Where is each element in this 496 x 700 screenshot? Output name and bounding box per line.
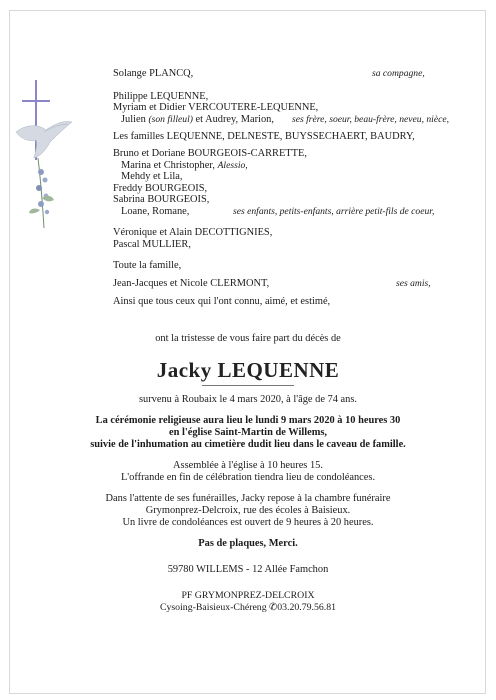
- family-julien-role: ses frère, soeur, beau-frère, neveu, nièce,: [292, 114, 449, 125]
- footer-contact: Cysoing-Baisieux-Chéreng ✆03.20.79.56.81: [159, 602, 337, 613]
- announcement-intro: ont la tristesse de vous faire part du décès de: [155, 333, 341, 344]
- announcement-survenu: survenu à Roubaix le 4 mars 2020, à l'âge de 74 ans.: [138, 394, 357, 405]
- name-underline: [202, 385, 294, 386]
- family-bruno: Bruno et Doriane BOURGEOIS-CARRETTE,: [113, 148, 307, 159]
- assembly-line-2: L'offrande en fin de célébration tiendra lieu de condoléances.: [120, 472, 376, 483]
- deceased-name: Jacky LEQUENNE: [156, 358, 340, 382]
- alessio: Alessio,: [217, 160, 248, 171]
- ceremony-line-2: en l'église Saint-Martin de Willems,: [168, 427, 328, 438]
- family-ainsi: Ainsi que tous ceux qui l'ont connu, aimé, et estimé,: [113, 296, 331, 307]
- ceremony-line-3: suivie de l'inhumation au cimetière dudit lieu dans le caveau de famille.: [90, 439, 406, 450]
- family-pascal: Pascal MULLIER,: [113, 239, 191, 250]
- family-myriam: Myriam et Didier VERCOUTERE-LEQUENNE,: [113, 102, 319, 113]
- julien-filleul: (son filleul): [148, 114, 193, 125]
- funeral-home-line-2: Grymonprez-Delcroix, rue des écoles à Baisieux.: [145, 505, 351, 516]
- family-veronique: Véronique et Alain DECOTTIGNIES,: [113, 227, 273, 238]
- footer-company: PF GRYMONPREZ-DELCROIX: [181, 590, 315, 601]
- no-plaques: Pas de plaques, Merci.: [198, 538, 298, 549]
- memorial-emblem: [14, 80, 72, 230]
- family-toute: Toute la famille,: [113, 260, 182, 271]
- family-solange-role: sa compagne,: [372, 68, 425, 79]
- family-marina: Marina et Christopher, Alessio,: [121, 160, 248, 171]
- ceremony-line-1: La cérémonie religieuse aura lieu le lundi 9 mars 2020 à 10 heures 30: [95, 415, 401, 426]
- flower-stem-icon: [29, 158, 54, 228]
- family-freddy: Freddy BOURGEOIS,: [113, 183, 208, 194]
- funeral-home-line-3: Un livre de condoléances est ouvert de 9 heures à 20 heures.: [122, 517, 374, 528]
- family-solange: Solange PLANCQ,: [113, 68, 194, 79]
- address: 59780 WILLEMS - 12 Allée Famchon: [167, 564, 329, 575]
- family-philippe: Philippe LEQUENNE,: [113, 91, 209, 102]
- family-familles: Les familles LEQUENNE, DELNESTE, BUYSSECHAERT, BAUDRY,: [113, 131, 415, 142]
- dove-icon: [16, 121, 72, 158]
- assembly-line-1: Assemblée à l'église à 10 heures 15.: [173, 460, 323, 471]
- family-jeanjacques: Jean-Jacques et Nicole CLERMONT,: [113, 278, 270, 289]
- family-jeanjacques-role: ses amis,: [396, 278, 431, 289]
- family-loane-role: ses enfants, petits-enfants, arrière petit-fils de coeur,: [233, 206, 435, 217]
- family-julien: Julien (son filleul) et Audrey, Marion,: [121, 114, 274, 125]
- funeral-home-line-1: Dans l'attente de ses funérailles, Jacky repose à la chambre funéraire: [105, 493, 391, 504]
- family-mehdy: Mehdy et Lila,: [121, 171, 183, 182]
- family-loane: Loane, Romane,: [121, 206, 190, 217]
- family-sabrina: Sabrina BOURGEOIS,: [113, 194, 210, 205]
